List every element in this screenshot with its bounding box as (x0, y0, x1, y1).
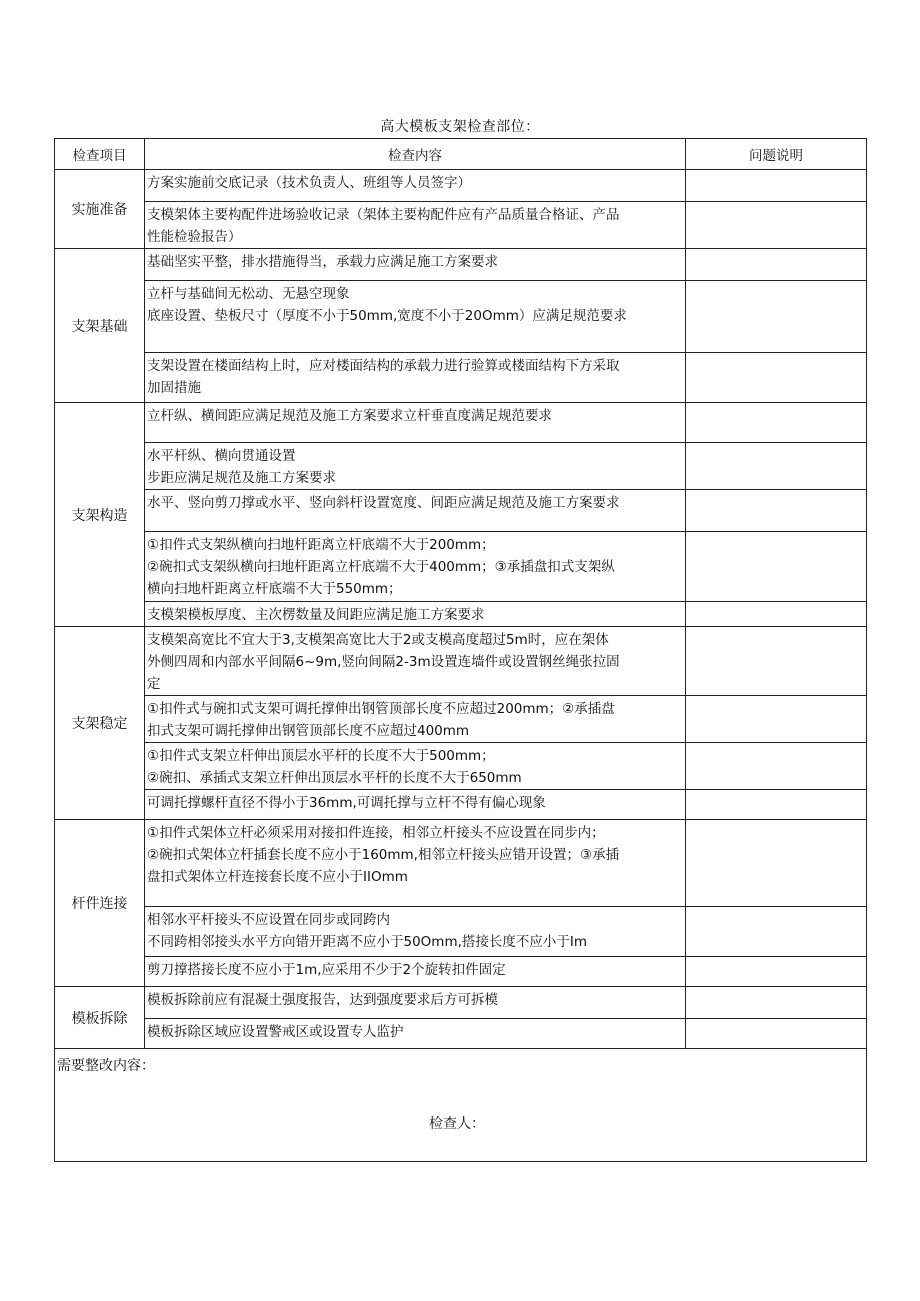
check-content (145, 743, 686, 790)
header-note: 问题说明 (686, 139, 867, 170)
issue-note-cell[interactable] (686, 907, 867, 957)
header-item: 检查项目 (55, 139, 145, 170)
inspection-body (55, 170, 867, 1049)
content-line: 立杆与基础间无松动、无悬空现象 (147, 286, 350, 302)
issue-note-cell[interactable] (686, 696, 867, 743)
inspector-label: 检查人： (429, 1116, 485, 1132)
check-content (145, 907, 686, 957)
content-line: ①扣件式支架纵横向扫地杆距离立杆底端不大于200mm； (147, 537, 495, 553)
table-row (55, 443, 867, 490)
check-content (145, 987, 686, 1019)
content-line: 水平杆纵、横向贯通设置 (147, 448, 296, 464)
header-content: 检查内容 (145, 139, 686, 170)
section-name: 实施准备 (55, 170, 145, 249)
table-row (55, 820, 867, 907)
section-name: 杆件连接 (55, 820, 145, 987)
content-line: 底座设置、垫板尺寸（厚度不小于50mm,宽度不小于20Omm）应满足规范要求 (147, 308, 627, 324)
table-row (55, 403, 867, 443)
table-row (55, 170, 867, 202)
rectify-label: 需要整改内容： (57, 1058, 155, 1074)
issue-note-cell[interactable] (686, 202, 867, 249)
issue-note-cell[interactable] (686, 170, 867, 202)
check-content (145, 353, 686, 403)
content-line: 定 (147, 676, 161, 692)
content-line: 支模架体主要构配件进场验收记录（架体主要构配件应有产品质量合格证、产品 (147, 207, 620, 223)
content-line: 支模架高宽比不宜大于3,支模架高宽比大于2或支模高度超过5m时，应在架体 (147, 632, 609, 648)
check-content (145, 1019, 686, 1049)
check-content (145, 602, 686, 627)
table-row (55, 602, 867, 627)
section-name: 模板拆除 (55, 987, 145, 1049)
issue-note-cell[interactable] (686, 403, 867, 443)
content-line: 剪刀撑搭接长度不应小于1m,应采用不少于2个旋转扣件固定 (147, 962, 506, 978)
issue-note-cell[interactable] (686, 790, 867, 820)
table-row (55, 249, 867, 281)
table-row (55, 490, 867, 532)
table-row (55, 743, 867, 790)
check-content (145, 170, 686, 202)
issue-note-cell[interactable] (686, 987, 867, 1019)
content-line: 横向扫地杆距离立杆底端不大于550mm； (147, 581, 402, 597)
table-row (55, 987, 867, 1019)
footer-row (55, 1049, 867, 1162)
content-line: 扣式支架可调托撑伸出钢管顶部长度不应超过400mm (147, 723, 470, 739)
content-line: ①扣件式支架立杆伸出顶层水平杆的长度不大于500mm； (147, 748, 495, 764)
issue-note-cell[interactable] (686, 602, 867, 627)
check-content (145, 532, 686, 602)
issue-note-cell[interactable] (686, 532, 867, 602)
content-line: 水平、竖向剪刀撑或水平、竖向斜杆设置宽度、间距应满足规范及施工方案要求 (147, 495, 620, 511)
check-content (145, 249, 686, 281)
check-content (145, 281, 686, 353)
check-content (145, 490, 686, 532)
content-line: ②碗扣、承插式支架立杆伸出顶层水平杆的长度不大于650mm (147, 770, 522, 786)
content-line: 支架设置在楼面结构上时，应对楼面结构的承载力进行验算或楼面结构下方采取 (147, 358, 620, 374)
content-line: 盘扣式架体立杆连接套长度不应小于IIOmm (147, 869, 408, 885)
content-line: 立杆纵、横间距应满足规范及施工方案要求立杆垂直度满足规范要求 (147, 408, 552, 424)
header-row (55, 139, 867, 170)
content-line: 相邻水平杆接头不应设置在同步或同跨内 (147, 912, 390, 928)
issue-note-cell[interactable] (686, 490, 867, 532)
table-row (55, 281, 867, 353)
table-row (55, 627, 867, 696)
content-line: 支模架模板厚度、主次楞数量及间距应满足施工方案要求 (147, 607, 485, 623)
issue-note-cell[interactable] (686, 957, 867, 987)
table-row (55, 790, 867, 820)
issue-note-cell[interactable] (686, 1019, 867, 1049)
content-line: 性能检验报告） (147, 229, 242, 245)
content-line: 步距应满足规范及施工方案要求 (147, 470, 336, 486)
issue-note-cell[interactable] (686, 353, 867, 403)
table-row (55, 532, 867, 602)
check-content (145, 696, 686, 743)
section-name: 支架基础 (55, 249, 145, 403)
issue-note-cell[interactable] (686, 820, 867, 907)
content-line: ①扣件式架体立杆必须采用对接扣件连接，相邻立杆接头不应设置在同步内； (147, 825, 605, 841)
content-line: ②碗扣式架体立杆插套长度不应小于160mm,相邻立杆接头应错开设置；③承插 (147, 847, 620, 863)
check-content (145, 403, 686, 443)
content-line: 模板拆除区域应设置警戒区或设置专人监护 (147, 1024, 404, 1040)
check-content (145, 820, 686, 907)
issue-note-cell[interactable] (686, 281, 867, 353)
content-line: 模板拆除前应有混凝土强度报告，达到强度要求后方可拆模 (147, 992, 498, 1008)
content-line: ②碗扣式支架纵横向扫地杆距离立杆底端不大于400mm；③承插盘扣式支架纵 (147, 559, 615, 575)
table-row (55, 957, 867, 987)
check-content (145, 627, 686, 696)
content-line: 方案实施前交底记录（技术负责人、班组等人员签字） (147, 175, 471, 191)
content-line: 不同跨相邻接头水平方向错开距离不应小于50Omm,搭接长度不应小于Im (147, 934, 588, 950)
table-row (55, 907, 867, 957)
check-content (145, 202, 686, 249)
section-name: 支架构造 (55, 403, 145, 627)
issue-note-cell[interactable] (686, 249, 867, 281)
table-row (55, 1019, 867, 1049)
content-line: 基础坚实平整，排水措施得当，承载力应满足施工方案要求 (147, 254, 498, 270)
issue-note-cell[interactable] (686, 743, 867, 790)
table-row (55, 202, 867, 249)
check-content (145, 957, 686, 987)
section-name: 支架稳定 (55, 627, 145, 820)
page-title: 高大模板支架检查部位： (380, 119, 540, 135)
footer-cell (55, 1049, 867, 1162)
content-line: 外侧四周和内部水平间隔6~9m,竖向间隔2-3m设置连墙件或设置钢丝绳张拉固 (147, 654, 620, 670)
content-line: 加固措施 (147, 380, 201, 396)
content-line: ①扣件式与碗扣式支架可调托撑伸出钢管顶部长度不应超过200mm；②承插盘 (147, 701, 615, 717)
check-content (145, 790, 686, 820)
issue-note-cell[interactable] (686, 627, 867, 696)
inspection-table (54, 138, 867, 1162)
content-line: 可调托撑螺杆直径不得小于36mm,可调托撑与立杆不得有偏心现象 (147, 795, 546, 811)
table-row (55, 696, 867, 743)
check-content (145, 443, 686, 490)
table-row (55, 353, 867, 403)
issue-note-cell[interactable] (686, 443, 867, 490)
